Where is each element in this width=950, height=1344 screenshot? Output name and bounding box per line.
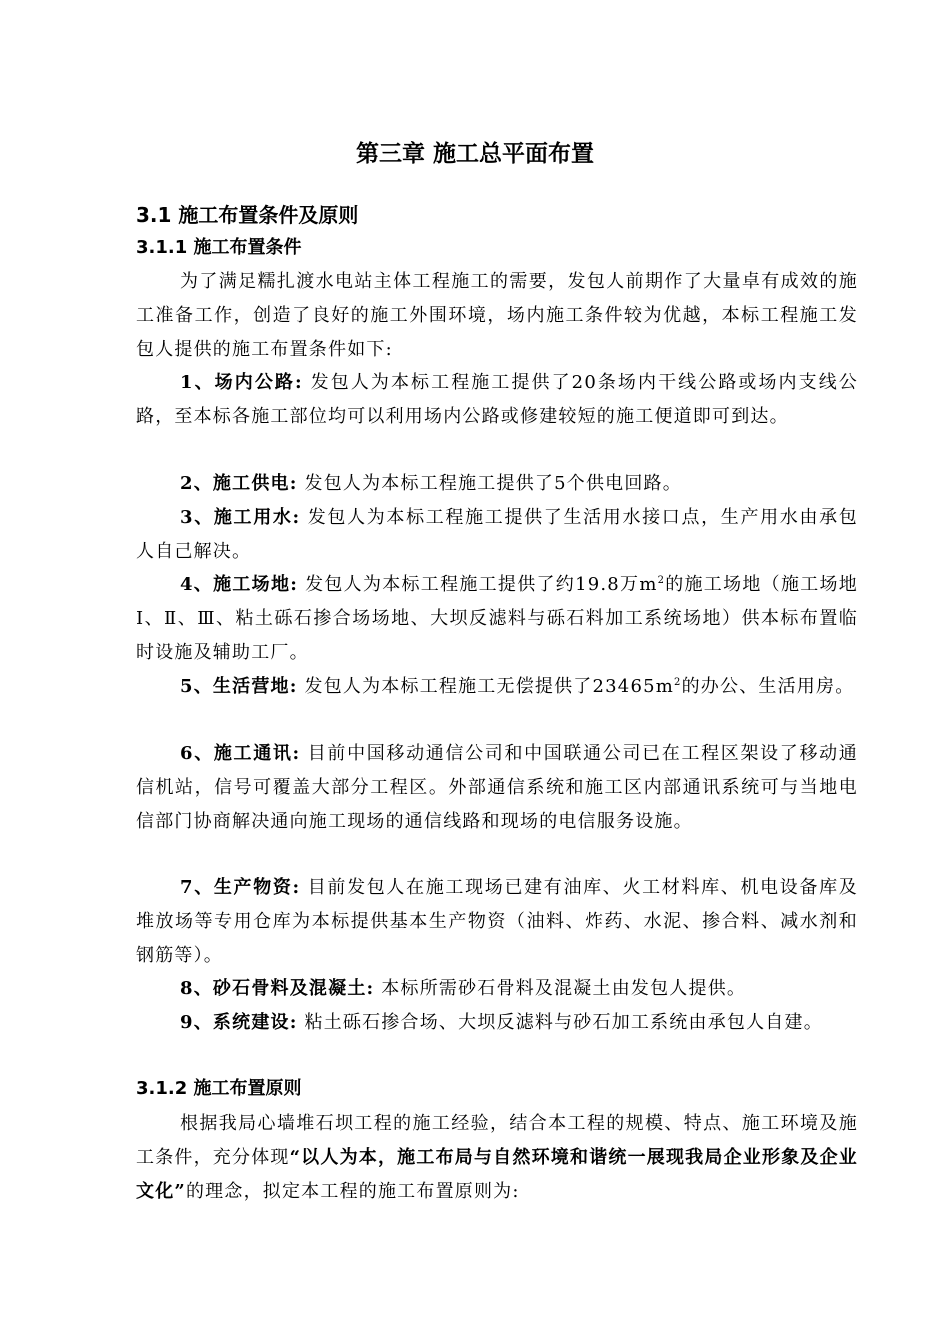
item-label: 8、砂石骨料及混凝土:: [180, 978, 375, 999]
condition-item-water: [136, 501, 858, 569]
item-text: 发包人为本标工程施工无偿提供了23465m: [304, 676, 675, 697]
condition-item-roads: [136, 366, 858, 434]
item-text: 的施工场地（施工场地Ⅰ、Ⅱ、Ⅲ、粘土砾石掺合场场地、大坝反滤料与砾石料加工系统场地）供本标布置临时设施及辅助工厂。: [136, 574, 858, 663]
superscript: 2: [674, 677, 682, 688]
principles-paragraph: [136, 1107, 858, 1209]
condition-item-materials: [136, 871, 858, 973]
item-text: 发包人为本标工程施工提供了5个供电回路。: [304, 473, 682, 494]
item-label: 7、生产物资:: [180, 877, 301, 898]
item-text: 发包人为本标工程施工提供了生活用水接口点，生产用水由承包人自己解决。: [136, 507, 858, 562]
item-text: 粘土砾石掺合场、大坝反滤料与砂石加工系统由承包人自建。: [304, 1012, 823, 1033]
item-label: 6、施工通讯:: [180, 743, 301, 764]
condition-item-power: [136, 467, 858, 501]
condition-item-camp: [136, 670, 858, 704]
item-label: 3、施工用水:: [180, 507, 301, 528]
item-text: 的办公、生活用房。: [681, 676, 855, 697]
condition-item-system: [136, 1006, 858, 1040]
item-text: 目前中国移动通信公司和中国联通公司已在工程区架设了移动通信机站，信号可覆盖大部分工程区。外部通信系统和施工区内部通讯系统可与当地电信部门协商解决通向施工现场的通信线路和现场的电信服务设施。: [136, 743, 858, 832]
subsection-heading-conditions: 3.1.1 施工布置条件: [136, 237, 302, 258]
item-text: 目前发包人在施工现场已建有油库、火工材料库、机电设备库及堆放场等专用仓库为本标提供基本生产物资（油料、炸药、水泥、掺合料、减水剂和钢筋等）。: [136, 877, 858, 966]
subsection-heading-principles: 3.1.2 施工布置原则: [136, 1078, 302, 1099]
paragraph-text: 的理念，拟定本工程的施工布置原则为:: [185, 1181, 520, 1202]
condition-item-communication: [136, 737, 858, 839]
item-label: 2、施工供电:: [180, 473, 298, 494]
item-label: 9、系统建设:: [180, 1012, 298, 1033]
item-label: 5、生活营地:: [180, 676, 298, 697]
item-label: 1、场内公路:: [180, 372, 303, 393]
chapter-title: 第三章 施工总平面布置: [355, 141, 594, 167]
emphasis-text: “以人为本，施工布局与自然环境和谐统一展现我局企业形象及企业文化”: [136, 1147, 858, 1202]
item-text: 发包人为本标工程施工提供了约19.8万m: [305, 574, 658, 595]
section-heading: 3.1 施工布置条件及原则: [136, 203, 359, 227]
item-label: 4、施工场地:: [180, 574, 299, 595]
superscript: 2: [657, 575, 666, 586]
intro-paragraph: 为了满足糯扎渡水电站主体工程施工的需要，发包人前期作了大量卓有成效的施工准备工作，创造了良好的施工外围环境，场内施工条件较为优越，本标工程施工发包人提供的施工布置条件如下:: [136, 271, 858, 360]
condition-item-aggregate: [136, 972, 858, 1006]
condition-item-site: [136, 568, 858, 670]
item-text: 本标所需砂石骨料及混凝土由发包人提供。: [381, 978, 747, 999]
item-text: 发包人为本标工程施工提供了20条场内干线公路或场内支线公路，至本标各施工部位均可以利用场内公路或修建较短的施工便道即可到达。: [136, 372, 858, 427]
paragraph-text: 根据我局心墙堆石坝工程的施工经验，结合本工程的规模、特点、施工环境及施工条件，充分体现: [136, 1113, 858, 1168]
